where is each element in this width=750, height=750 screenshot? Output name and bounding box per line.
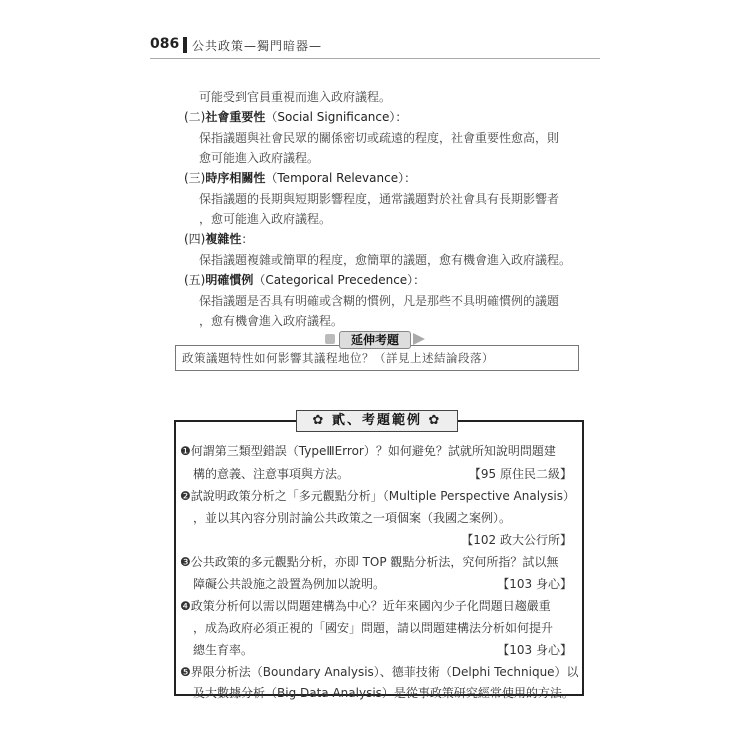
item-text-line: 保指議題與社會民眾的關係密切或疏遠的程度，社會重要性愈高，則	[199, 131, 560, 145]
question-line: 障礙公共設施之設置為例加以說明。	[193, 577, 386, 591]
extension-tab-label: 延伸考題	[339, 331, 411, 349]
item-heading-complexity	[184, 230, 253, 247]
item-english: （Temporal Relevance）：	[265, 171, 417, 185]
page-header	[150, 36, 600, 56]
item-marker: (四)	[184, 232, 206, 246]
item-text-line: ，愈有機會進入政府議程。	[199, 314, 344, 328]
item-text-line: 愈可能進入政府議程。	[199, 151, 320, 165]
header-divider-bar	[183, 37, 187, 53]
page-number: 086	[150, 36, 180, 52]
item-heading-categorical-precedence	[184, 271, 425, 288]
extension-tab	[325, 331, 430, 347]
question-line: ，成為政府必須正視的「國安」問題，請以問題建構法分析如何提升	[193, 621, 554, 635]
item-text-line: 保指議題的長期與短期影響程度，通常議題對於社會具有長期影響者	[199, 192, 560, 206]
flower-icon: ✿	[428, 413, 442, 428]
question-line: 及大數據分析（Big Data Analysis）是從事政策研究經常使用的方法。	[193, 686, 574, 700]
question-line: ❶何謂第三類型錯誤（TypeⅢError）？如何避免？試就所知說明問題建	[180, 444, 556, 458]
item-marker: (二)	[184, 110, 206, 124]
header-rule	[150, 58, 600, 59]
item-heading-temporal-relevance	[184, 169, 416, 186]
item-heading-social-significance	[184, 108, 407, 125]
question-line: ❸公共政策的多元觀點分析，亦即 TOP 觀點分析法，究何所指？試以無	[180, 555, 559, 569]
item-marker: (五)	[184, 273, 206, 287]
item-text-line: 保指議題複雜或簡單的程度，愈簡單的議題，愈有機會進入政府議程。	[199, 253, 572, 267]
question-line: ❹政策分析何以需以問題建構為中心？近年來國內少子化問題日趨嚴重	[180, 599, 551, 613]
question-source: 【95 原住民二級】	[468, 467, 572, 481]
item-text-line: 保指議題是否具有明確或含糊的慣例，凡是那些不具明確慣例的議題	[199, 294, 560, 308]
item-title: 複雜性	[205, 232, 242, 246]
question-source: 【102 政大公行所】	[461, 533, 572, 547]
item-title: 明確慣例	[205, 273, 254, 287]
question-line: ❺界限分析法（Boundary Analysis）、德菲技術（Delphi Technique）以	[180, 665, 579, 679]
question-source: 【103 身心】	[497, 643, 572, 657]
exam-title: 貳、考題範例	[331, 413, 422, 428]
tab-arrow-icon	[413, 333, 425, 345]
book-title: 公共政策—獨門暗器—	[192, 39, 323, 53]
item-english: （Social Significance）：	[265, 110, 408, 124]
question-line: 總生育率。	[193, 643, 254, 657]
item-english: （Categorical Precedence）：	[253, 273, 426, 287]
question-line: 構的意義、注意事項與方法。	[193, 467, 350, 481]
exam-title-banner	[296, 410, 458, 432]
item-title: 社會重要性	[205, 110, 266, 124]
tab-left-pad-icon	[325, 334, 335, 344]
item-marker: (三)	[184, 171, 206, 185]
item-title: 時序相關性	[205, 171, 266, 185]
question-line: ❷試說明政策分析之「多元觀點分析」（Multiple Perspective Analysis）	[180, 489, 575, 503]
extension-question: 政策議題特性如何影響其議程地位？（詳見上述結論段落）	[182, 351, 494, 365]
item-english: ：	[241, 232, 254, 246]
item-text-line: ，愈可能進入政府議程。	[199, 212, 332, 226]
question-line: ，並以其內容分別討論公共政策之一項個案（我國之案例）。	[193, 511, 512, 525]
intro-line: 可能受到官員重視而進入政府議程。	[199, 90, 392, 104]
flower-icon: ✿	[312, 413, 326, 428]
question-source: 【103 身心】	[497, 577, 572, 591]
